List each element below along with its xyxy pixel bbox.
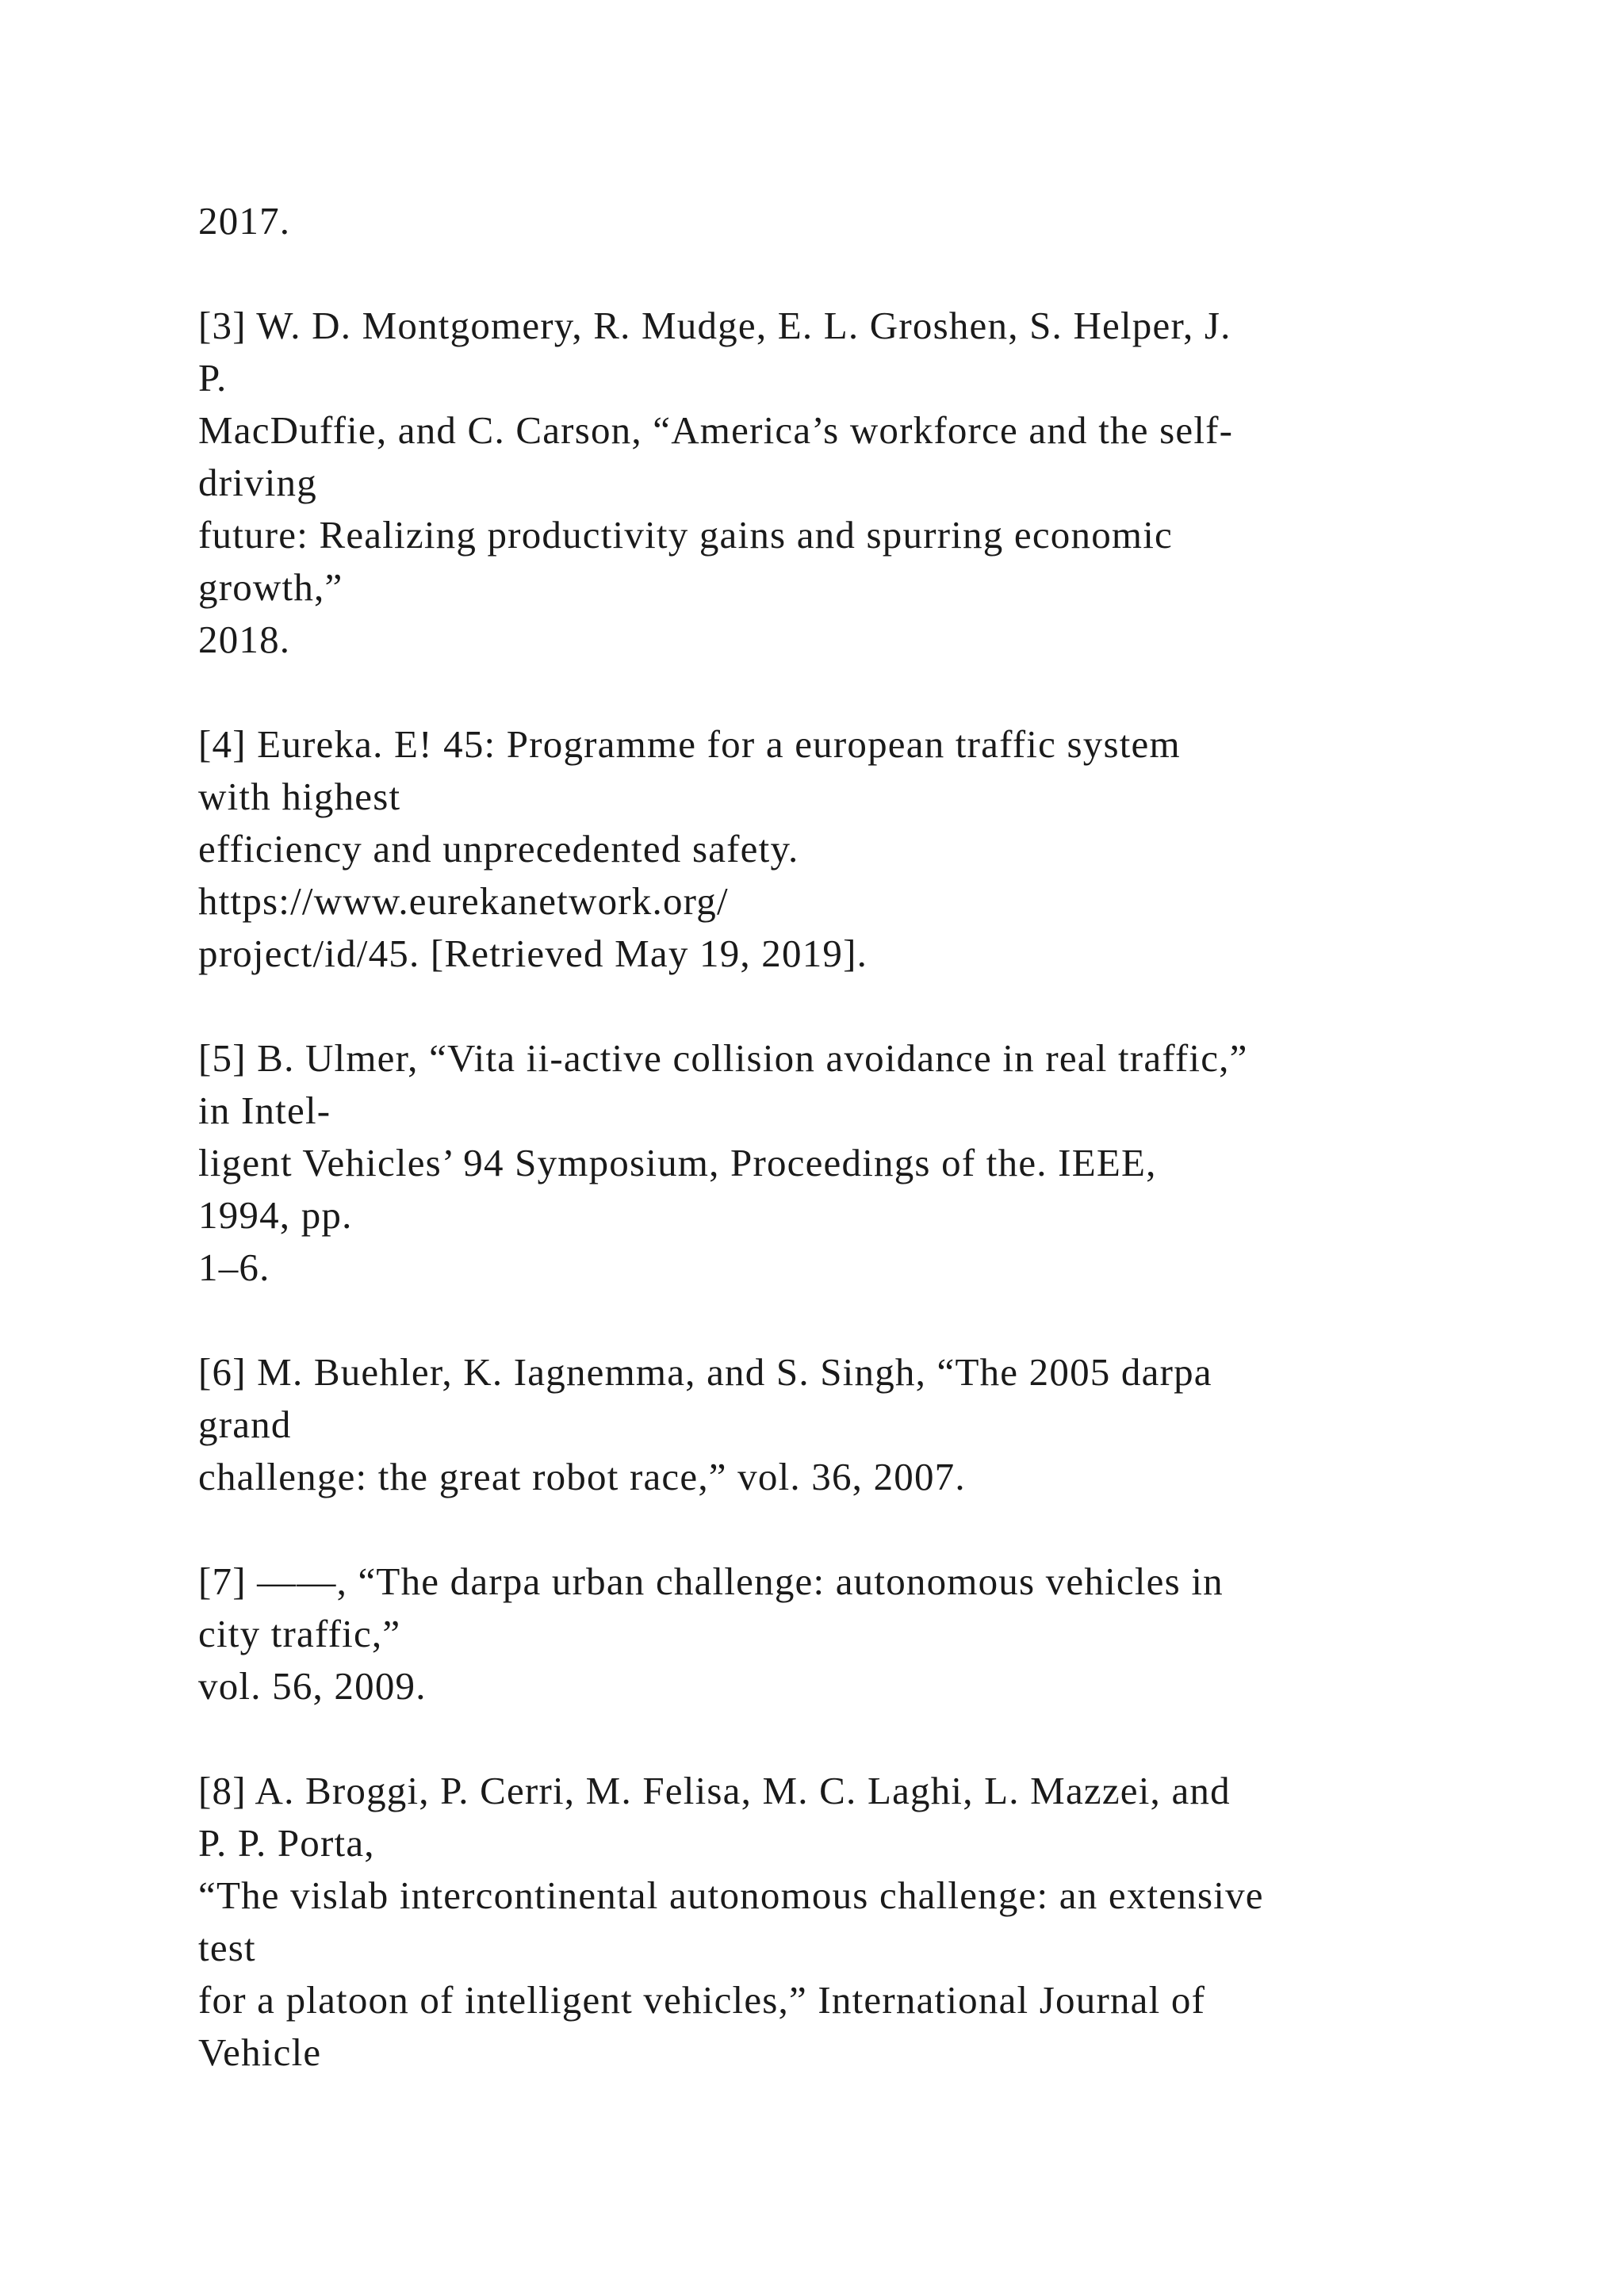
text-line: Vehicle (198, 2030, 322, 2074)
text-line: [5] B. Ulmer, “Vita ii-active collision avoidance in real traffic,” (198, 1036, 1248, 1080)
paragraph-gap (198, 1503, 1515, 1556)
text-line: vol. 56, 2009. (198, 1664, 427, 1708)
paragraph-gap (198, 1712, 1515, 1765)
text-line: growth,” (198, 565, 343, 609)
text-line: P. P. Porta, (198, 1821, 375, 1865)
text-line: [7] ——, “The darpa urban challenge: autonomous vehicles in (198, 1559, 1224, 1603)
text-line: efficiency and unprecedented safety. (198, 827, 799, 871)
text-line: challenge: the great robot race,” vol. 36, 2007. (198, 1455, 966, 1498)
text-line: “The vislab intercontinental autonomous challenge: an extensive (198, 1873, 1264, 1917)
text-line: for a platoon of intelligent vehicles,” International Journal of (198, 1978, 1206, 2022)
text-line: city traffic,” (198, 1612, 401, 1655)
text-line: https://www.eurekanetwork.org/ (198, 879, 729, 923)
text-line: 1–6. (198, 1246, 270, 1289)
text-line: [3] W. D. Montgomery, R. Mudge, E. L. Groshen, S. Helper, J. (198, 304, 1231, 347)
paragraph-gap (198, 980, 1515, 1032)
text-line: [8] A. Broggi, P. Cerri, M. Felisa, M. C. Laghi, L. Mazzei, and (198, 1769, 1231, 1812)
text-line: P. (198, 356, 228, 400)
reference-list (198, 195, 1515, 2079)
paragraph-gap (198, 1294, 1515, 1346)
paragraph-gap (198, 247, 1515, 300)
text-line: 1994, pp. (198, 1193, 353, 1237)
text-line: [6] M. Buehler, K. Iagnemma, and S. Singh, “The 2005 darpa (198, 1350, 1212, 1394)
text-line: 2017. (198, 199, 291, 243)
text-line: driving (198, 461, 317, 504)
text-line: future: Realizing productivity gains and spurring economic (198, 513, 1173, 557)
text-line: project/id/45. [Retrieved May 19, 2019]. (198, 932, 868, 975)
text-line: grand (198, 1402, 292, 1446)
text-line: ligent Vehicles’ 94 Symposium, Proceedings of the. IEEE, (198, 1141, 1157, 1184)
paragraph-gap (198, 666, 1515, 718)
text-line: test (198, 1926, 256, 1969)
text-line: [4] Eureka. E! 45: Programme for a european traffic system (198, 722, 1181, 766)
text-line: 2018. (198, 618, 291, 661)
text-line: MacDuffie, and C. Carson, “America’s workforce and the self- (198, 408, 1234, 452)
text-line: with highest (198, 775, 401, 818)
text-line: in Intel- (198, 1089, 331, 1132)
